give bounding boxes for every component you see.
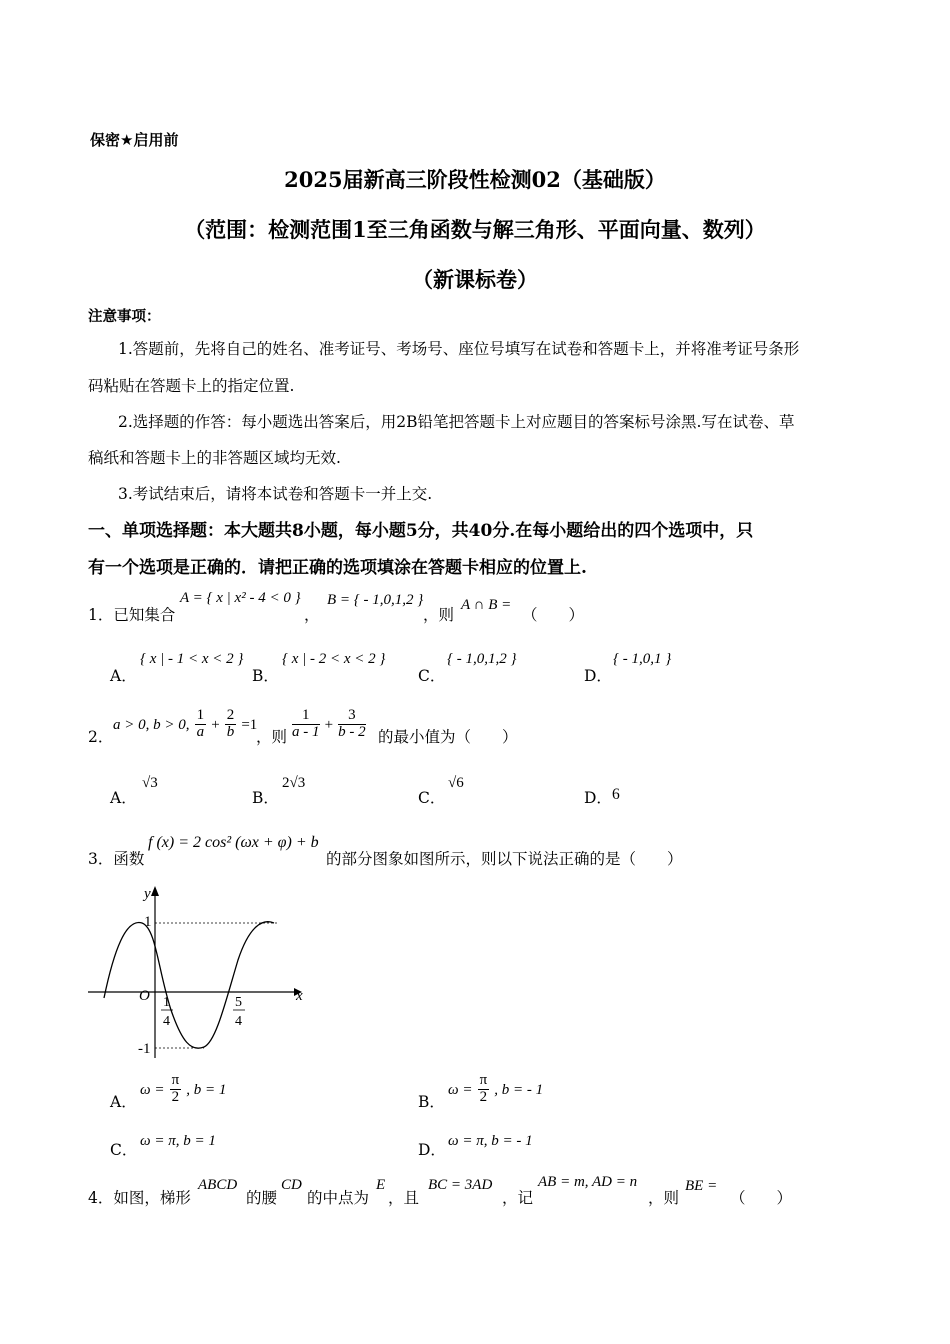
note-item-1-cont: 码粘贴在答题卡上的指定位置. [88,377,295,395]
q1-option-a[interactable]: { x | - 1 < x < 2 } [140,651,244,667]
q1-ask: A ∩ B = [461,597,512,613]
q2-option-b[interactable]: 2√3 [282,775,306,791]
q3-prefix: 3．函数 [88,850,145,868]
q2-cond: a > 0, b > 0, [113,716,190,733]
q2-option-b-letter[interactable]: B． [252,789,279,807]
q3-option-d[interactable]: ω = π, b = - 1 [448,1133,533,1149]
q3-option-a-b: , b = 1 [186,1081,227,1098]
y-min-label: -1 [138,1041,151,1057]
q4-t4: ，记 [502,1189,534,1207]
q3-option-b-b: , b = - 1 [494,1081,544,1098]
notes-heading: 注意事项： [88,309,161,325]
q2-frac-1: $\frac{1}{a}$ [196,707,205,740]
q3-option-a-frac: $\frac{\pi}{2}$ [171,1072,180,1105]
q1-option-b[interactable]: { x | - 2 < x < 2 } [282,651,386,667]
q3-option-c[interactable]: ω = π, b = 1 [140,1133,216,1149]
note-item-2-cont: 稿纸和答题卡上的非答题区域均无效. [88,449,341,467]
q2-suffix: 的最小值为（ ） [378,728,518,746]
q2-frac-3: $\frac{1}{a - 1}$ [292,707,320,740]
note-item-3: 3.考试结束后，请将本试卷和答题卡一并上交. [118,485,433,503]
q4-abcd: ABCD [198,1177,238,1193]
q3-graph [86,880,306,1065]
q1-option-b-letter[interactable]: B． [252,667,279,685]
q4-prefix: 4．如图，梯形 [88,1189,191,1207]
exam-paper-type: （新课标卷） [412,267,538,292]
q2-option-d[interactable]: 6 [612,786,620,803]
y-axis-label: y [144,886,151,902]
q2-option-d-letter[interactable]: D． [584,789,612,807]
q2-option-c-letter[interactable]: C． [418,789,446,807]
q3-option-b-frac: $\frac{\pi}{2}$ [479,1072,488,1105]
q1-paren: （ ） [522,606,585,624]
origin-label: O [139,988,150,1004]
q1-sep: ， [304,606,320,624]
q3-option-b-omega: ω = [448,1081,473,1098]
q1-stem [88,603,175,625]
q4-e: E [376,1177,386,1193]
q3-option-c-letter[interactable]: C． [110,1141,138,1159]
q1-set-b: B = { - 1,0,1,2 } [327,592,424,608]
y-max-label: 1 [144,914,152,930]
q2-plus-2: + [324,716,334,733]
q3-option-d-letter[interactable]: D． [418,1141,446,1159]
tick-2-num: 5 [235,995,242,1010]
note-item-1: 1.答题前，先将自己的姓名、准考证号、考场号、座位号填写在试卷和答题卡上，并将准考证号条形 [118,340,800,358]
q1-option-c[interactable]: { - 1,0,1,2 } [447,651,517,667]
q4-condition: BC = 3AD [428,1177,493,1193]
q4-cd: CD [281,1177,302,1193]
q2-prefix: 2． [88,728,114,746]
q1-option-a-letter[interactable]: A． [110,667,137,685]
tick-1-den: 4 [163,1014,170,1029]
note-item-2: 2.选择题的作答：每小题选出答案后，用2B铅笔把答题卡上对应题目的答案标号涂黑.写在试卷、草 [118,413,795,431]
q4-ask: BE = [685,1178,718,1194]
q4-t1: 的腰 [246,1189,278,1207]
confidential-label: 保密★启用前 [90,131,179,149]
q2-option-a-letter[interactable]: A． [110,789,137,807]
q2-option-c[interactable]: √6 [448,775,464,791]
section-heading: 一、单项选择题：本大题共8小题，每小题5分，共40分.在每小题给出的四个选项中，只 [88,521,754,541]
q4-vectors: AB = m, AD = n [538,1174,638,1190]
q2-option-a[interactable]: √3 [142,775,158,791]
q2-frac-2: $\frac{2}{b}$ [226,707,235,740]
q1-suffix: ，则 [423,606,455,624]
q1-prefix: 1．已知集合 [88,606,176,624]
q3-option-b[interactable] [448,1073,543,1106]
q2-eq: =1 [241,716,258,733]
q2-frac-4: $\frac{3}{b - 2}$ [338,707,366,740]
q4-t2: 的中点为 [307,1189,370,1207]
q2-then: ，则 [256,728,288,746]
q2-condition [113,708,257,741]
q4-t3: ，且 [388,1189,420,1207]
q3-option-b-letter[interactable]: B． [418,1093,445,1111]
tick-1-num: 1 [163,995,170,1010]
q1-option-c-letter[interactable]: C． [418,667,446,685]
q1-option-d-letter[interactable]: D． [584,667,612,685]
x-axis-label: x [296,988,303,1004]
q3-function: f (x) = 2 cos² (ωx + φ) + b [148,834,319,851]
q3-option-a-omega: ω = [140,1081,165,1098]
tick-2-den: 4 [235,1014,242,1029]
y-axis-arrow [151,886,159,896]
exam-title: 2025届新高三阶段性检测02（基础版） [284,167,666,192]
q2-plus: + [211,716,220,733]
q1-option-d[interactable]: { - 1,0,1 } [613,651,672,667]
q3-option-a[interactable] [140,1073,226,1106]
q3-option-a-letter[interactable]: A． [110,1093,137,1111]
q1-set-a: A = { x | x² - 4 < 0 } [180,590,301,606]
q3-suffix: 的部分图象如图所示，则以下说法正确的是（ ） [326,850,683,868]
section-heading-cont: 有一个选项是正确的．请把正确的选项填涂在答题卡相应的位置上. [88,558,587,578]
cosine-curve [104,922,274,1049]
exam-scope: （范围：检测范围1至三角函数与解三角形、平面向量、数列） [184,217,766,242]
q4-paren: （ ） [730,1189,793,1207]
q2-expression [292,708,366,741]
q4-t5: ，则 [648,1189,680,1207]
